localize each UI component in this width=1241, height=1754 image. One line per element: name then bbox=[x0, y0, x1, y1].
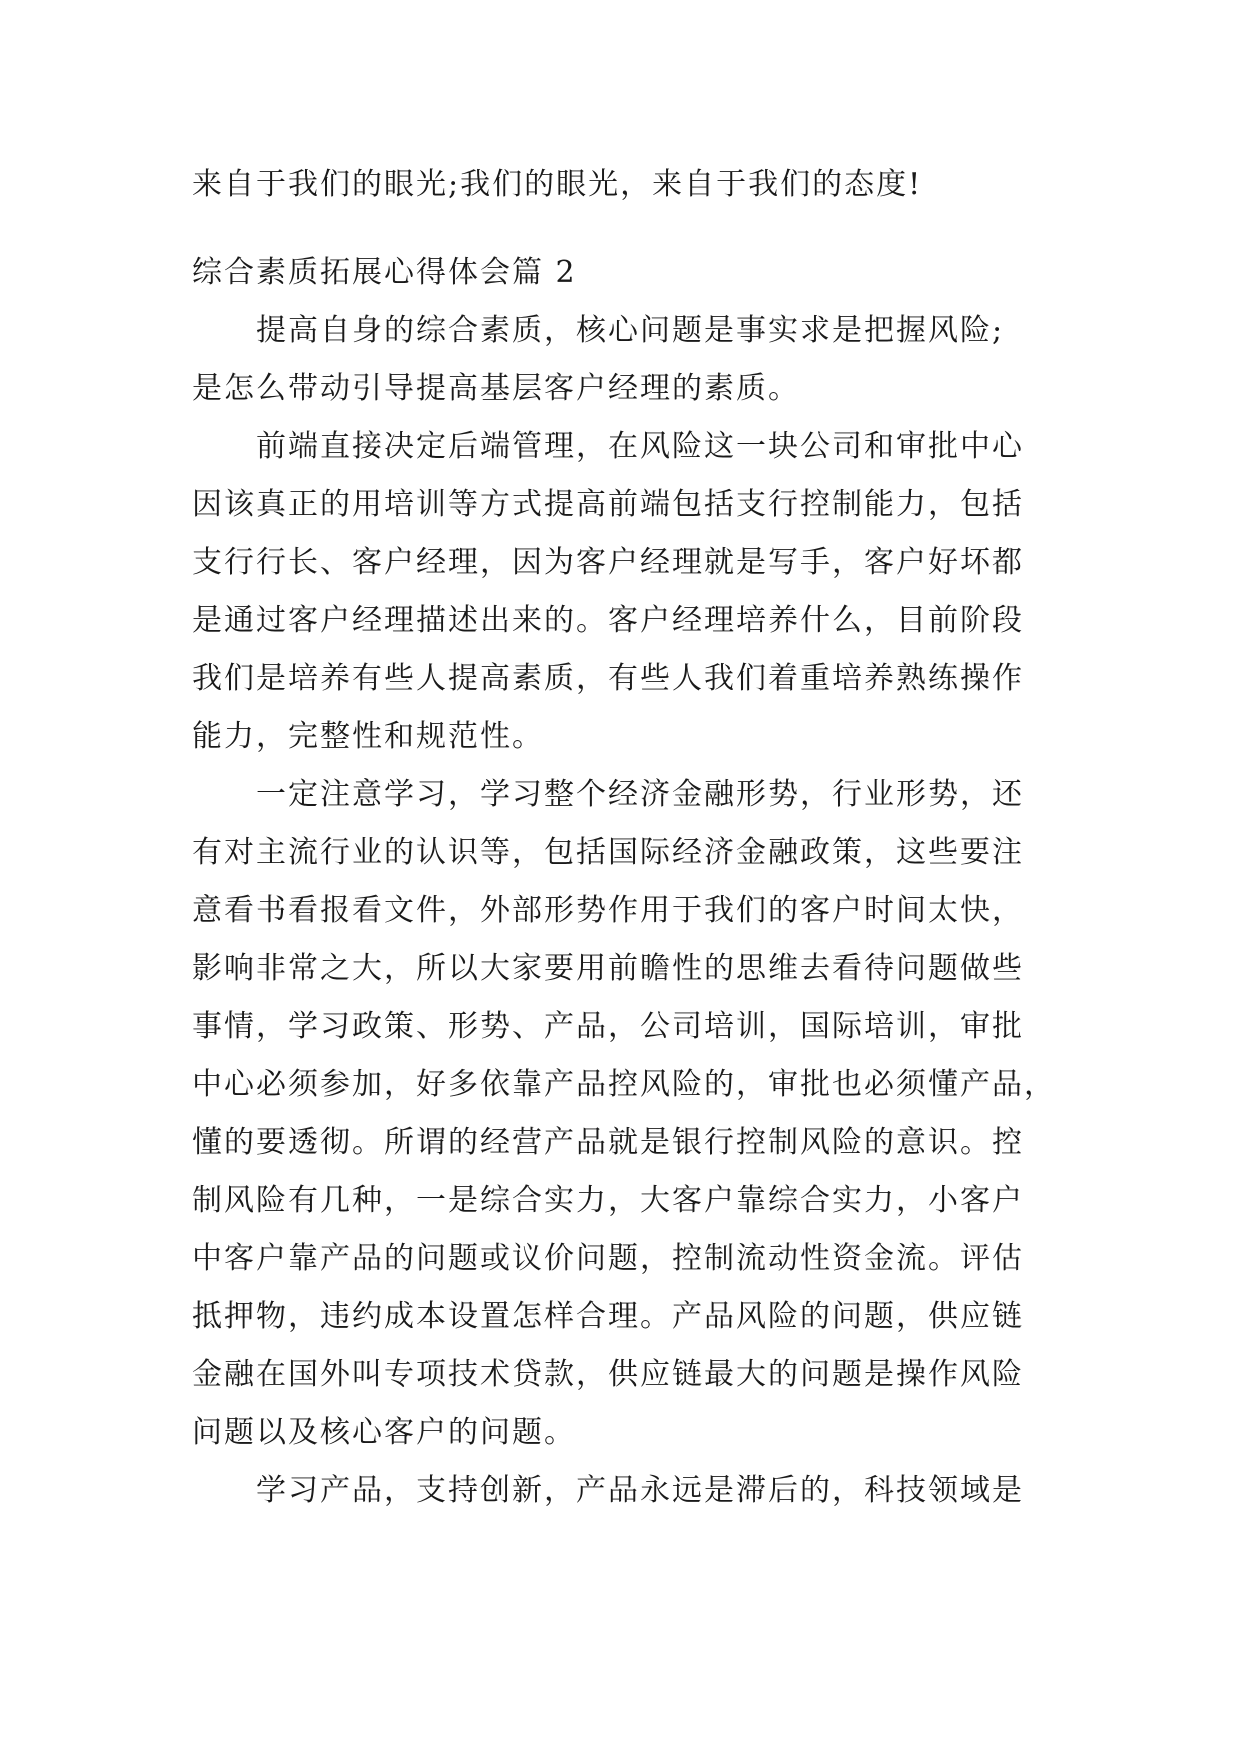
paragraph-first-line: 学习产品，支持创新，产品永远是滞后的，科技领域是 bbox=[256, 1473, 1024, 1508]
document-body bbox=[192, 156, 1056, 1520]
section-heading: 综合素质拓展心得体会篇 2 bbox=[192, 255, 577, 290]
text-line: 中客户靠产品的问题或议价问题，控制流动性资金流。评估 bbox=[192, 1241, 1024, 1276]
text-line: 中心必须参加，好多依靠产品控风险的，审批也必须懂产品， bbox=[192, 1067, 1056, 1102]
paragraph-first-line: 前端直接决定后端管理，在风险这一块公司和审批中心 bbox=[256, 429, 1024, 464]
text-line: 支行行长、客户经理，因为客户经理就是写手，客户好坏都 bbox=[192, 545, 1024, 580]
text-line: 意看书看报看文件，外部形势作用于我们的客户时间太快， bbox=[192, 893, 1024, 928]
text-line: 来自于我们的眼光;我们的眼光，来自于我们的态度! bbox=[192, 167, 923, 202]
text-line: 问题以及核心客户的问题。 bbox=[192, 1415, 576, 1450]
text-line: 我们是培养有些人提高素质，有些人我们着重培养熟练操作 bbox=[192, 661, 1024, 696]
text-line: 制风险有几种，一是综合实力，大客户靠综合实力，小客户 bbox=[192, 1183, 1024, 1218]
paragraph-first-line: 一定注意学习，学习整个经济金融形势，行业形势，还 bbox=[256, 777, 1024, 812]
text-line: 事情，学习政策、形势、产品，公司培训，国际培训，审批 bbox=[192, 1009, 1024, 1044]
paragraph-first-line: 提高自身的综合素质，核心问题是事实求是把握风险; bbox=[256, 313, 1005, 348]
text-line: 懂的要透彻。所谓的经营产品就是银行控制风险的意识。控 bbox=[192, 1125, 1024, 1160]
text-line: 抵押物，违约成本设置怎样合理。产品风险的问题，供应链 bbox=[192, 1299, 1024, 1334]
text-line: 有对主流行业的认识等，包括国际经济金融政策，这些要注 bbox=[192, 835, 1024, 870]
text-line: 是通过客户经理描述出来的。客户经理培养什么，目前阶段 bbox=[192, 603, 1024, 638]
text-line: 是怎么带动引导提高基层客户经理的素质。 bbox=[192, 371, 800, 406]
text-line: 因该真正的用培训等方式提高前端包括支行控制能力，包括 bbox=[192, 487, 1024, 522]
text-line: 金融在国外叫专项技术贷款，供应链最大的问题是操作风险 bbox=[192, 1357, 1024, 1392]
text-line: 影响非常之大，所以大家要用前瞻性的思维去看待问题做些 bbox=[192, 951, 1024, 986]
text-line: 能力，完整性和规范性。 bbox=[192, 719, 544, 754]
